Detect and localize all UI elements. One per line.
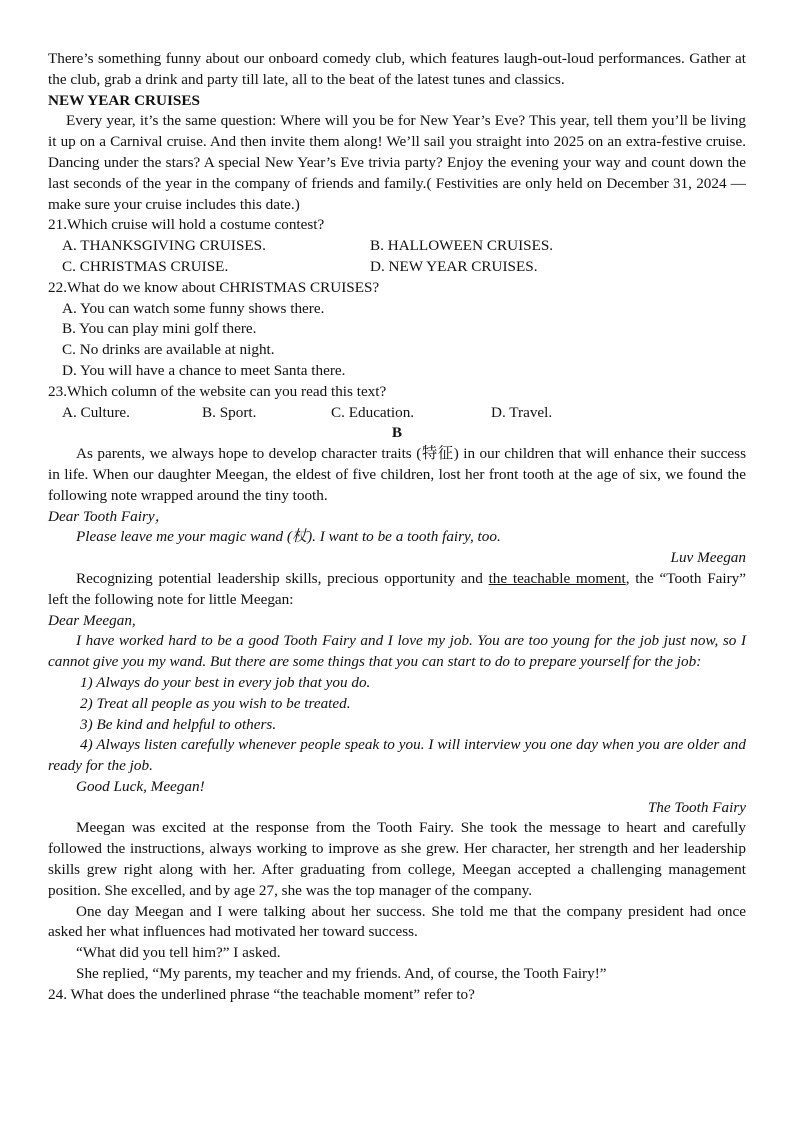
q21-options-row1 <box>48 236 746 257</box>
q23-option-a: A. Culture. <box>62 403 130 421</box>
q21-options-row2 <box>48 257 746 278</box>
comedy-club-paragraph: There’s something funny about our onboard comedy club, which features laugh-out-loud performances. Gather at the club, grab a drink and party till late, all to the beat of the latest tunes and classics. <box>48 50 746 88</box>
note2-body: I have worked hard to be a good Tooth Fairy and I love my job. You are too young for the job just now, so I cannot give you my wand. But there are some things that you can start to do to prepare yourself for the job: <box>48 632 746 671</box>
teachable-moment-underlined: the teachable moment <box>488 569 626 587</box>
note1-body: Please leave me your magic wand (杖). I want to be a tooth fairy, too. <box>76 528 501 546</box>
q22-option-b: B. You can play mini golf there. <box>62 320 257 338</box>
q21-option-c: C. CHRISTMAS CRUISE. <box>62 257 229 275</box>
note2-rule-3: 3) Be kind and helpful to others. <box>80 715 277 733</box>
section-b-paragraph-2 <box>48 569 746 611</box>
q23-option-b: B. Sport. <box>202 403 257 421</box>
note2-salutation: Dear Meegan, <box>48 611 136 629</box>
q24-stem: 24. What does the underlined phrase “the teachable moment” refer to? <box>48 985 475 1003</box>
note1-signature: Luv Meegan <box>670 549 746 567</box>
q21-option-b: B. HALLOWEEN CRUISES. <box>370 237 554 255</box>
q23-options-row <box>48 403 746 424</box>
document-page <box>48 49 746 1006</box>
q23-option-c: C. Education. <box>331 403 415 421</box>
new-year-cruises-paragraph: Every year, it’s the same question: Where will you be for New Year’s Eve? This year, tell them you’ll be living it up on a Carnival cruise. And then invite them along! We’ll sail you straight into 2025 on an extra-festive cruise. Dancing under the stars? A special New Year’s Eve trivia party? Enjoy the evening your way and count down the last seconds of the year in the company of friends and family.( Festivities are only held on December 31, 2024 — make sure your cruise includes this date.) <box>48 112 746 213</box>
section-b-paragraph-5: “What did you tell him?” I asked. <box>76 944 281 962</box>
section-b-paragraph-4: One day Meegan and I were talking about her success. She told me that the company president had once asked her what influences had motivated her toward success. <box>48 902 746 941</box>
q22-option-c: C. No drinks are available at night. <box>62 341 275 359</box>
note2-closing: Good Luck, Meegan! <box>76 777 205 795</box>
paragraph-2-after: , the “Tooth Fairy” left the following note for little Meegan: <box>48 569 746 608</box>
section-b-paragraph-1: As parents, we always hope to develop character traits (特征) in our children that will enhance their success in life. When our daughter Meegan, the eldest of five children, lost her front tooth at the age of six, we found the following note wrapped around the tiny tooth. <box>48 445 746 504</box>
q22-stem: 22.What do we know about CHRISTMAS CRUISES? <box>48 278 380 296</box>
section-b-paragraph-6: She replied, “My parents, my teacher and my friends. And, of course, the Tooth Fairy!” <box>76 965 607 983</box>
note2-signature: The Tooth Fairy <box>647 798 746 816</box>
q21-stem: 21.Which cruise will hold a costume contest? <box>48 216 325 234</box>
q21-option-a: A. THANKSGIVING CRUISES. <box>62 237 266 255</box>
q22-option-d: D. You will have a chance to meet Santa there. <box>62 361 346 379</box>
q23-option-d: D. Travel. <box>491 403 553 421</box>
paragraph-2-before: Recognizing potential leadership skills, precious opportunity and <box>76 569 489 587</box>
note1-salutation: Dear Tooth Fairy， <box>48 507 170 525</box>
q22-option-a: A. You can watch some funny shows there. <box>62 299 325 317</box>
q23-stem: 23.Which column of the website can you read this text? <box>48 382 387 400</box>
note2-rule-2: 2) Treat all people as you wish to be treated. <box>80 694 351 712</box>
note2-rule-1: 1) Always do your best in every job that you do. <box>80 673 371 691</box>
note2-rule-4: 4) Always listen carefully whenever people speak to you. I will interview you one day when you are older and ready for the job. <box>48 736 746 775</box>
new-year-cruises-heading: NEW YEAR CRUISES <box>48 91 200 109</box>
q21-option-d: D. NEW YEAR CRUISES. <box>370 257 538 275</box>
section-b-label: B <box>391 424 403 442</box>
section-b-paragraph-3: Meegan was excited at the response from the Tooth Fairy. She took the message to heart and carefully followed the instructions, always working to improve as she grew. Her character, her strength and her leadership skills grew right along with her. After graduating from college, Meegan accepted a challenging management position. She excelled, and by age 27, she was the top manager of the company. <box>48 819 746 899</box>
